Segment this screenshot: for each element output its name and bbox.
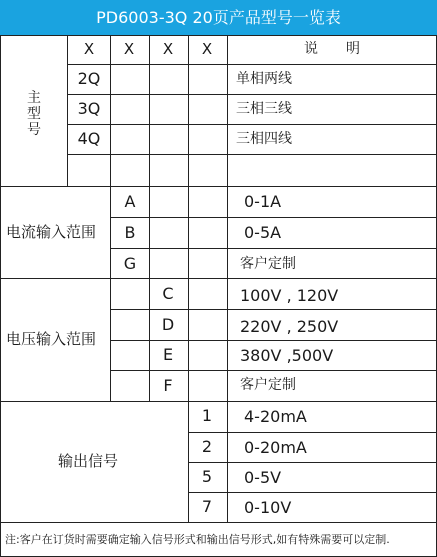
outer-left-border <box>0 35 1 557</box>
output-signal-code: 2 <box>201 437 213 456</box>
section-divider <box>0 401 437 402</box>
section-divider <box>0 522 437 523</box>
voltage-range-code: E <box>162 345 174 364</box>
main-model-code: 2Q <box>77 69 101 88</box>
voltage-range-label: 电压输入范围 <box>6 330 97 348</box>
row-divider <box>110 309 437 310</box>
header-x-3: X <box>162 40 174 58</box>
column-divider <box>67 35 68 186</box>
table-title: PD6003-3Q 20页产品型号一览表 <box>0 0 437 35</box>
current-range-code: B <box>124 223 136 242</box>
current-range-code: G <box>123 254 137 273</box>
current-range-desc: 0-1A <box>244 192 282 211</box>
row-divider <box>67 64 437 65</box>
main-model-desc: 三相三线 <box>236 101 292 117</box>
current-range-code: A <box>124 192 136 211</box>
main-model-code: 4Q <box>77 129 101 148</box>
row-divider <box>67 94 437 95</box>
output-signal-desc: 0-5V <box>244 468 282 487</box>
row-divider <box>188 432 437 433</box>
column-divider <box>227 35 228 522</box>
output-signal-label: 输出信号 <box>58 452 119 470</box>
voltage-range-desc: 220V , 250V <box>240 317 339 336</box>
main-model-label: 主型号 <box>27 90 41 138</box>
main-model-desc: 三相四线 <box>236 131 292 147</box>
row-divider <box>67 124 437 125</box>
column-divider <box>110 35 111 401</box>
output-signal-code: 1 <box>201 406 213 425</box>
current-range-desc: 客户定制 <box>240 256 296 272</box>
row-divider <box>110 370 437 371</box>
main-model-code: 3Q <box>77 99 101 118</box>
section-divider <box>0 278 437 279</box>
output-signal-desc: 0-20mA <box>244 438 307 457</box>
row-divider <box>67 154 437 155</box>
header-x-1: X <box>83 40 95 58</box>
footnote: 注:客户在订货时需要确定输入信号形式和输出信号形式,如有特殊需要可以定制. <box>5 533 390 546</box>
header-description: 说 明 <box>304 41 360 57</box>
row-divider <box>188 492 437 493</box>
section-divider <box>0 186 437 187</box>
header-x-2: X <box>123 40 135 58</box>
row-divider <box>110 340 437 341</box>
voltage-range-code: C <box>162 284 174 303</box>
row-divider <box>110 217 437 218</box>
header-x-4: X <box>201 40 213 58</box>
row-divider <box>188 462 437 463</box>
output-signal-desc: 0-10V <box>244 498 292 517</box>
voltage-range-code: D <box>161 315 175 334</box>
output-signal-desc: 4-20mA <box>244 407 307 426</box>
voltage-range-desc: 客户定制 <box>240 377 296 393</box>
output-signal-code: 7 <box>201 497 213 516</box>
current-range-label: 电流输入范围 <box>6 223 97 241</box>
voltage-range-desc: 380V ,500V <box>240 346 334 365</box>
current-range-desc: 0-5A <box>244 223 282 242</box>
column-divider <box>149 35 150 401</box>
row-divider <box>110 248 437 249</box>
output-signal-code: 5 <box>201 467 213 486</box>
main-model-desc: 单相两线 <box>236 71 292 87</box>
column-divider <box>188 35 189 522</box>
voltage-range-code: F <box>163 376 173 395</box>
outer-top-border <box>0 35 437 36</box>
voltage-range-desc: 100V , 120V <box>240 286 339 305</box>
